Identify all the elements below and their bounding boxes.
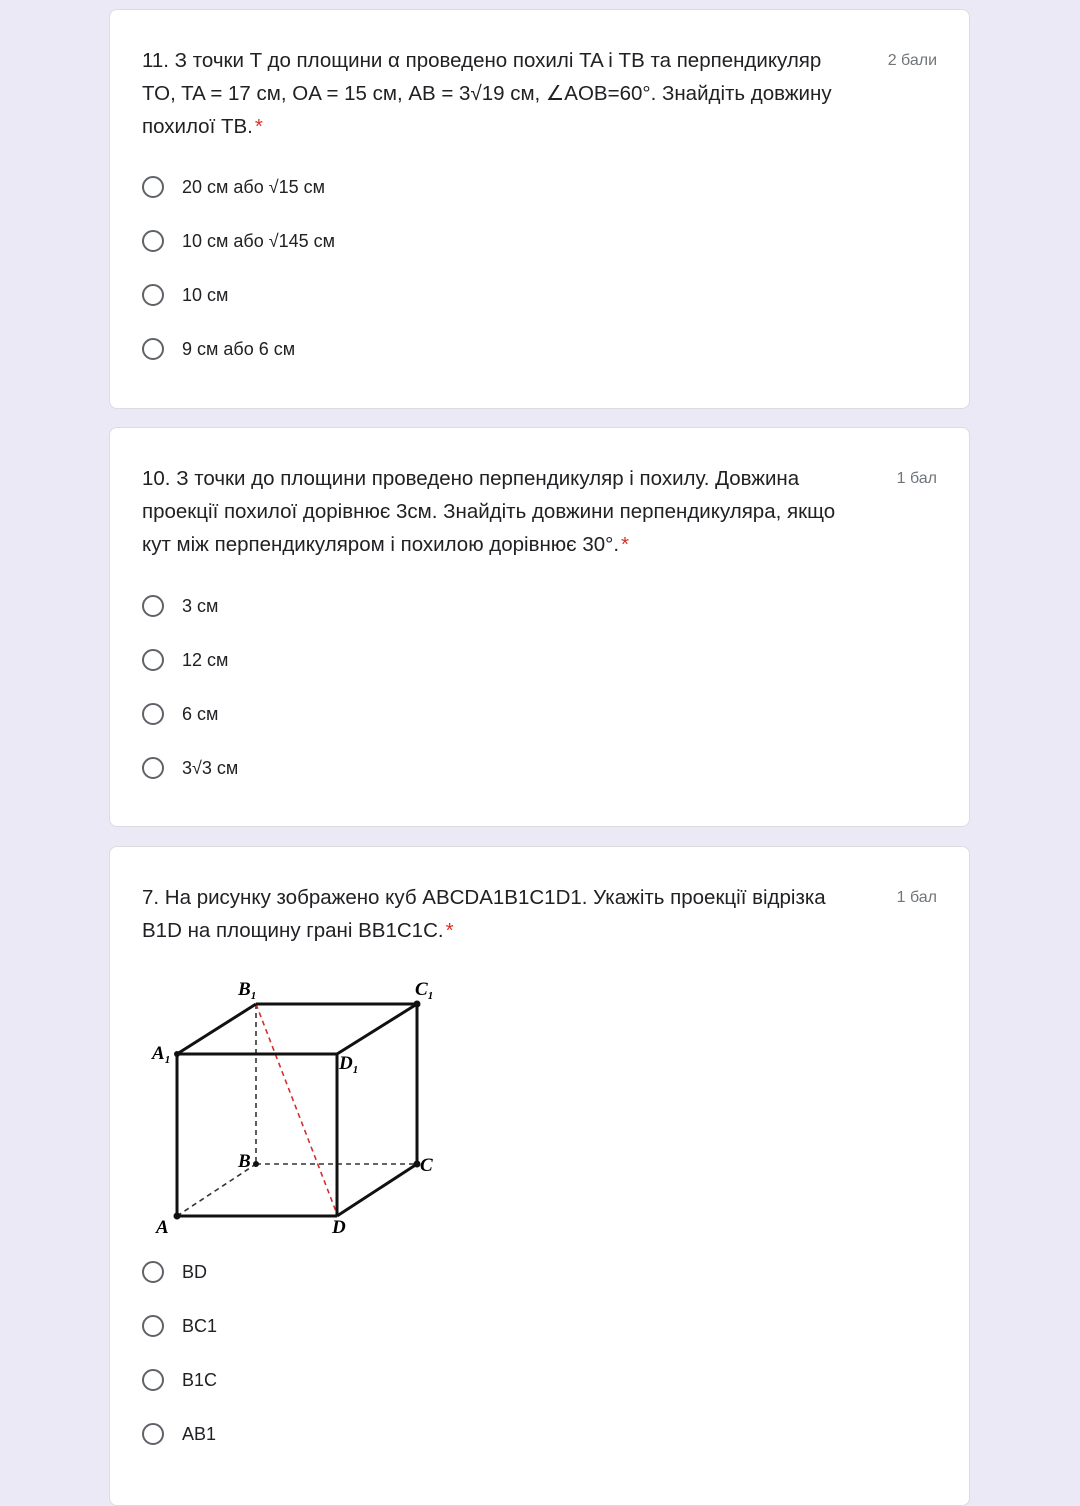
points-label: 2 бали	[887, 52, 937, 69]
radio-circle-icon[interactable]	[142, 284, 164, 306]
vertex-label-b: B	[238, 1151, 251, 1172]
option-radio[interactable]: BC1	[142, 1311, 217, 1341]
radio-circle-icon[interactable]	[142, 338, 164, 360]
option-radio[interactable]: 20 см або √15 см	[142, 172, 325, 202]
question-title: 11. З точки T до площини α проведено похилі TA і TB та перпендикуляр TO, TA = 17 см, OA = 15 см, AB = 3√19 см, ∠AOB=60°. Знайдіть довжину похилої TB.*	[142, 49, 832, 138]
option-radio[interactable]: B1C	[142, 1365, 217, 1395]
question-title: 10. З точки до площини проведено перпендикуляр і похилу. Довжина проекції похилої дорівнює 3см. Знайдіть довжини перпендикуляра, якщо кут між перпендикуляром і похилою дорівнює 30°.*	[142, 467, 836, 556]
radio-circle-icon[interactable]	[142, 1369, 164, 1391]
question-card-11	[109, 9, 970, 409]
option-radio[interactable]: 9 см або 6 см	[142, 334, 295, 364]
radio-circle-icon[interactable]	[142, 649, 164, 671]
radio-circle-icon[interactable]	[142, 757, 164, 779]
question-title: 7. На рисунку зображено куб ABCDA1B1C1D1. Укажіть проекції відрізка B1D на площину грані BB1C1C.*	[142, 886, 826, 942]
question-card-7	[109, 846, 970, 1506]
option-radio[interactable]: 3 см	[142, 591, 218, 621]
vertex-label-d1: $D_1$	[339, 1053, 359, 1076]
vertex-label-a: A	[156, 1217, 169, 1238]
vertex-label-a1: $A_1$	[152, 1043, 171, 1066]
option-radio[interactable]: 6 см	[142, 699, 218, 729]
option-radio[interactable]: AB1	[142, 1419, 216, 1449]
vertex-label-b1: $B_1$	[238, 979, 257, 1002]
option-radio[interactable]: 12 см	[142, 645, 228, 675]
option-radio[interactable]: 10 см	[142, 280, 228, 310]
radio-circle-icon[interactable]	[142, 1423, 164, 1445]
radio-circle-icon[interactable]	[142, 230, 164, 252]
radio-circle-icon[interactable]	[142, 176, 164, 198]
vertex-label-c1: $C_1$	[415, 979, 434, 1002]
question-card-10	[109, 427, 970, 827]
radio-circle-icon[interactable]	[142, 595, 164, 617]
radio-circle-icon[interactable]	[142, 703, 164, 725]
radio-circle-icon[interactable]	[142, 1315, 164, 1337]
vertex-label-d: D	[332, 1217, 346, 1238]
points-label: 1 бал	[896, 889, 937, 906]
required-asterisk: *	[254, 115, 263, 138]
vertex-label-c: C	[420, 1155, 433, 1176]
option-radio[interactable]: 10 см або √145 см	[142, 226, 335, 256]
cube-figure	[150, 969, 450, 1239]
points-label: 1 бал	[896, 470, 937, 487]
option-radio[interactable]: BD	[142, 1257, 207, 1287]
required-asterisk: *	[445, 919, 454, 942]
required-asterisk: *	[621, 533, 630, 556]
option-radio[interactable]: 3√3 см	[142, 753, 238, 783]
radio-circle-icon[interactable]	[142, 1261, 164, 1283]
